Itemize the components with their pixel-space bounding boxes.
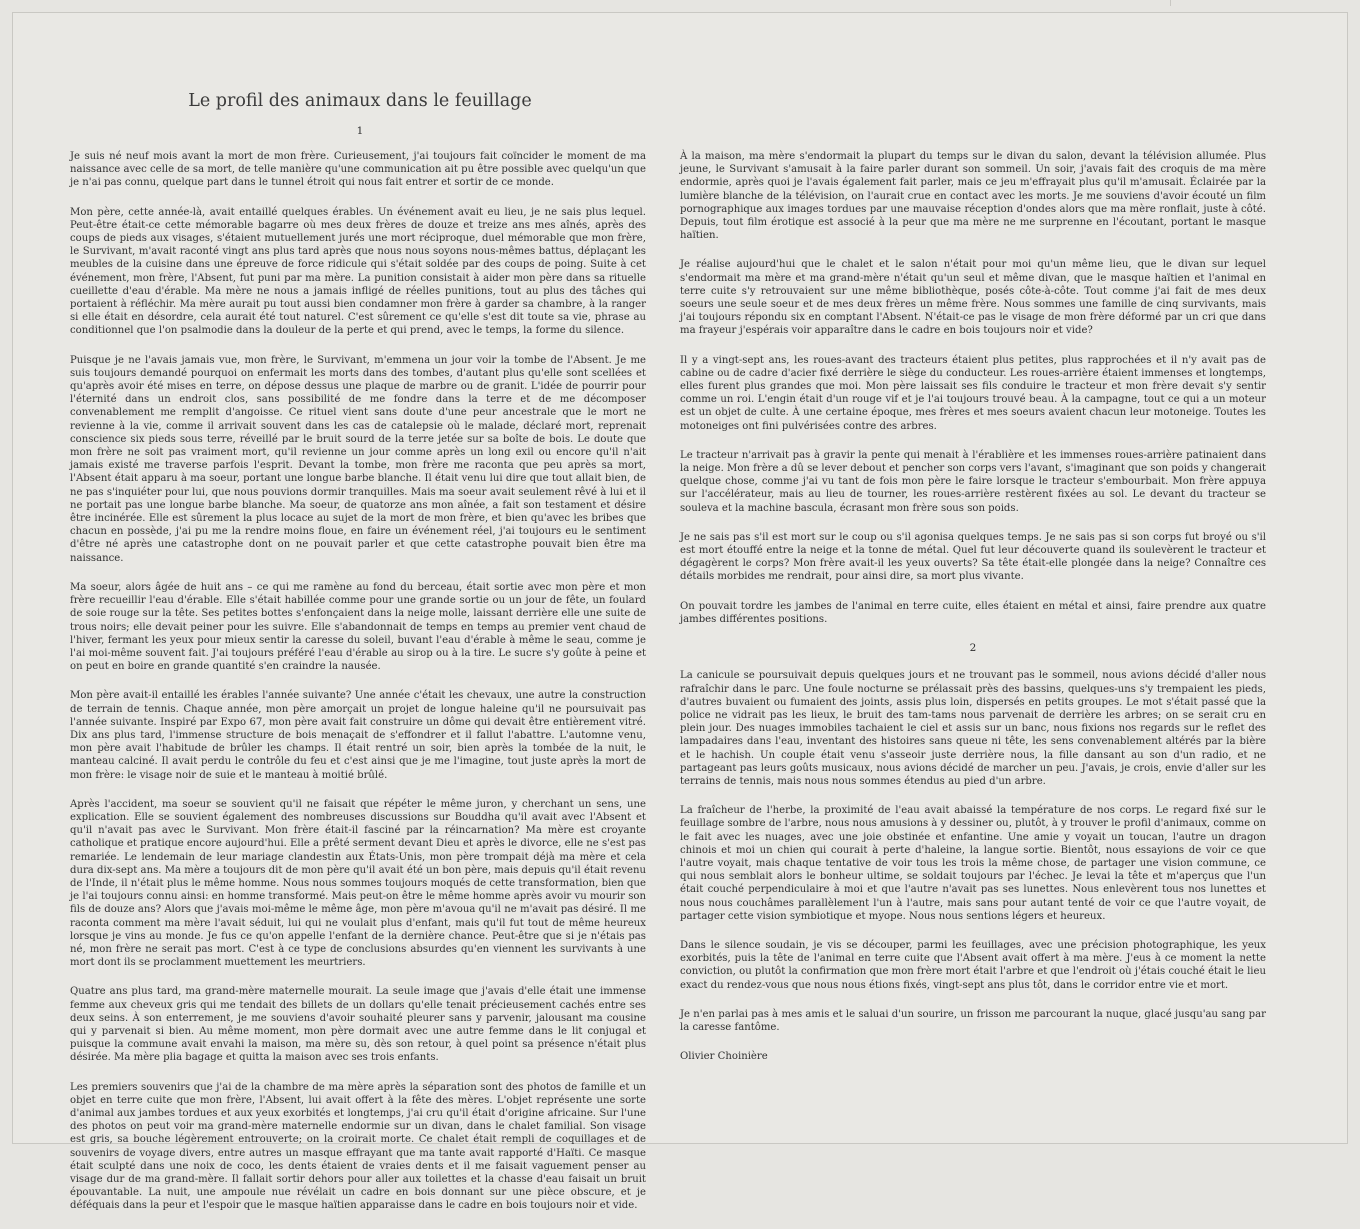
right-column bbox=[680, 150, 1266, 1079]
paragraph: Mon père avait-il entaillé les érables l'année suivante? Une année c'était les chevaux, une autre la construction de terrain de tennis. Chaque année, mon père amorçait un projet de longue haleine qu'il ne poursuivait pas l'année suivante. Inspiré par Expo 67, mon père avait fait construire un dôme qui devait être entièrement vitré. Dix ans plus tard, l'immense structure de bois menaçait de s'effondrer et il fallut l'abattre. L'automne venu, mon père avait l'habitude de brûler les champs. Il était rentré un soir, bien après la tombée de la nuit, le manteau calciné. Il avait perdu le contrôle du feu et c'est ainsi que je me l'imagine, tout juste après la mort de mon frère: le visage noir de suie et le manteau à moitié brûlé. bbox=[70, 690, 646, 781]
top-edge-mark bbox=[1170, 0, 1171, 6]
paragraph: Les premiers souvenirs que j'ai de la chambre de ma mère après la séparation sont des photos de famille et un objet en terre cuite que mon frère, l'Absent, lui avait offert à la fête des mères. L'objet représente une sorte d'animal aux jambes tordues et aux yeux exorbités et longtemps, j'ai cru qu'il était d'origine africaine. Sur l'une des photos on peut voir ma grand-mère maternelle endormie sur un divan, dans le chalet familial. Son visage est gris, sa bouche légèrement entrouverte; on la croirait morte. Ce chalet était rempli de coquillages et de souvenirs de voyage divers, entre autres un masque effrayant que ma tante avait rapporté d'Haïti. Ce masque était sculpté dans une noix de coco, les dents étaient de vraies dents et il me faisait vaguement penser au visage dur de ma grand-mère. Il fallait sortir dehors pour aller aux toilettes et la chasse d'eau faisait un bruit épouvantable. La nuit, une ampoule nue révélait un cadre en bois donnant sur une pièce obscure, et je déféquais dans la peur et l'espoir que le masque haïtien apparaisse dans le cadre en bois toujours noir et vide. bbox=[70, 1081, 646, 1212]
section-number-2: 2 bbox=[969, 642, 977, 655]
paragraph: La fraîcheur de l'herbe, la proximité de l'eau avait abaissé la température de nos corps. Le regard fixé sur le feuillage sombre de l'arbre, nous nous amusions à y dessiner ou, plutôt, à y trouver le profil d'animaux, comme on le fait avec les nuages, avec une joie obstinée et enfantine. Une amie y voyait un toucan, l'autre un dragon chinois et moi un chien qui courait à perte d'haleine, la langue sortie. Bientôt, nous essayions de voir ce que l'autre voyait, mais chaque tentative de voir tous les trois la même chose, de partager une vision commune, ce qui nous semblait alors le bonheur ultime, se soldait toujours par l'échec. Je levai la tête et m'aperçus que l'un était couché perpendiculaire à moi et que l'autre n'avait pas ses lunettes. Nous enlevèrent tous nos lunettes et nous nous couchâmes parallèlement l'un à l'autre, mais sans pour autant tenté de voir ce que l'autre voyait, de partager cette vision symbiotique et myope. Nous nous sentions légers et heureux. bbox=[680, 805, 1266, 922]
paragraph: Ma soeur, alors âgée de huit ans – ce qui me ramène au fond du berceau, était sortie avec mon père et mon frère recueillir l'eau d'érable. Elle s'était habillée comme pour une grande sortie ou un jour de fête, un foulard de soie rouge sur la tête. Ses petites bottes s'enfonçaient dans la neige molle, laissant derrière elle une suite de trous noirs; elle devait peiner pour les suivre. Elle s'abandonnait de temps en temps au premier vent chaud de l'hiver, fermant les yeux pour mieux sentir la caresse du soleil, buvant l'eau d'érable à même le seau, comme je l'ai moi-même souvent fait. J'ai toujours préféré l'eau d'érable au sirop ou à la tire. Le sucre s'y goûte à peine et on peut en boire en grande quantité s'en craindre la nausée. bbox=[70, 581, 646, 673]
document-title: Le profil des animaux dans le feuillage bbox=[188, 91, 532, 111]
paragraph: Puisque je ne l'avais jamais vue, mon frère, le Survivant, m'emmena un jour voir la tombe de l'Absent. Je me suis toujours demandé pourquoi on enfermait les morts dans des tombes, d'autant plus qu'elle sont scellées et qu'après avoir été mises en terre, on dépose dessus une plaque de marbre ou de granit. L'idée de pourrir pour l'éternité dans un endroit clos, sans possibilité de me fondre dans la terre et de me décomposer convenablement me remplit d'angoisse. Ce rituel vient sans doute d'une peur ancestrale que le mort ne revienne à la vie, comme il arrivait souvent dans les cas de catalepsie où le malade, déclaré mort, reprenait conscience six pieds sous terre, réveillé par le bruit sourd de la terre jetée sur sa boîte de bois. Le doute que mon frère ne soit pas vraiment mort, qu'il revienne un jour comme après un long exil ou encore qu'il n'ait jamais existé me traverse parfois l'esprit. Devant la tombe, mon frère me raconta que peu après sa mort, l'Absent était apparu à ma soeur, portant une longue barbe blanche. Il était venu lui dire que tout allait bien, de ne pas s'inquiéter pour lui, que nous pouvions dormir tranquilles. Mais ma soeur avait seulement rêvé à lui et il ne portait pas une longue barbe blanche. Ma soeur, de quatorze ans mon aînée, a fait son testament et désire être incinérée. Elle est sûrement la plus locace au sujet de la mort de mon frère, et bien qu'avec les bribes que chacun en possède, j'ai pu me la rendre moins floue, en faire un événement réel, j'ai toujours eu le sentiment d'être né après une catastrophe dont on ne pouvait parler et que cette catastrophe pouvait bien être ma naissance. bbox=[70, 354, 646, 564]
left-column bbox=[70, 150, 646, 1229]
paragraph: Je suis né neuf mois avant la mort de mon frère. Curieusement, j'ai toujours fait coïncider le moment de ma naissance avec celle de sa mort, de telle manière qu'une communication ait pu être possible avec quelqu'un que je n'ai pas connu, quelque part dans le tunnel étroit qui nous fait entrer et sortir de ce monde. bbox=[70, 151, 646, 189]
paragraph: Après l'accident, ma soeur se souvient qu'il ne faisait que répéter le même juron, y cherchant un sens, une explication. Elle se souvient également des nombreuses discussions sur Bouddha qu'il avait avec l'Absent et qu'il n'avait pas avec le Survivant. Mon frère était-il fasciné par la réincarnation? Ma mère est croyante catholique et pratique encore aujourd'hui. Elle a prêté serment devant Dieu et après le divorce, elle ne s'est pas remariée. Le lendemain de leur mariage clandestin aux États-Unis, mon père trompait déjà ma mère et cela dura dix-sept ans. Ma mère a toujours dit de mon père qu'il avait été un bon père, mais depuis qu'il était revenu de l'Inde, il n'était plus le même homme. Nous nous sommes toujours moqués de cette transformation, bien que je l'ai toujours connu ainsi: en homme transformé. Mais peut-on être le même homme après avoir vu mourir son fils de douze ans? Alors que j'avais moi-même le même âge, mon père m'avoua qu'il ne m'avait pas désiré. Il me raconta comment ma mère l'avait séduit, lui qui ne voulait plus d'enfant, mais qu'il fut tout de même heureux lorsque je vins au monde. Je fus ce qu'on appelle l'enfant de la dernière chance. Peut-être que si je n'étais pas né, mon frère ne serait pas mort. C'est à ce type de conclusions absurdes qu'en viennent les survivants à une mort dont ils se proclamment muettement les meurtriers. bbox=[70, 798, 646, 969]
paragraph: Quatre ans plus tard, ma grand-mère maternelle mourait. La seule image que j'avais d'elle était une immense femme aux cheveux gris qui me tendait des billets de un dollars qu'elle tenait précieusement cachés entre ses deux seins. À son enterrement, je me souviens d'avoir souhaité pleurer sans y parvenir, jalousant ma cousine qui y parvenait si bien. Au même moment, mon père dormait avec une autre femme dans le lit conjugal et puisque la commune avait envahi la maison, ma mère su, dès son retour, à quel point sa présence n'était plus désirée. Ma mère plia bagage et quitta la maison avec ses trois enfants. bbox=[70, 986, 646, 1064]
paragraph: Il y a vingt-sept ans, les roues-avant des tracteurs étaient plus petites, plus rapprochées et il n'y avait pas de cabine ou de cadre d'acier fixé derrière le siège du conducteur. Les roues-arrière étaient immenses et longtemps, elles furent plus grandes que moi. Mon père laissait ses fils conduire le tracteur et mon frère devait s'y sentir comme un roi. L'engin était d'un rouge vif et je l'ai toujours trouvé beau. À la campagne, tout ce qui a un moteur est un objet de culte. À une certaine époque, mes frères et mes soeurs avaient chacun leur motoneige. Toutes les motoneiges ont fini pulvérisées contre des arbres. bbox=[680, 354, 1266, 432]
paragraph: Mon père, cette année-là, avait entaillé quelques érables. Un événement avait eu lieu, je ne sais plus lequel. Peut-être était-ce cette mémorable bagarre où mes deux frères de douze et treize ans mes aînés, après des coups de pieds aux visages, s'étaient mutuellement jurés une mort réciproque, duel mémorable que mon frère, le Survivant, m'avait raconté vingt ans plus tard après que nous nous soyons nous-mêmes battus, déplaçant les meubles de la cuisine dans une épreuve de force ridicule qui s'était soldée par des coups de poing. Suite à cet événement, mon frère, l'Absent, fut puni par ma mère. La punition consistait à aider mon père dans sa rituelle cueillette d'eau d'érable. Ma mère ne nous a jamais infligé de réelles punitions, tout au plus des tâches qui portaient à réfléchir. Ma mère aurait pu tout aussi bien condamner mon frère à garder sa chambre, à la ranger si elle était en désordre, cela aurait été tout naturel. C'est sûrement ce qu'elle s'est dit toute sa vie, phrase au conditionnel que l'on psalmodie dans la douleur de la perte et qui prend, avec le temps, la forme du silence. bbox=[70, 206, 646, 337]
paragraph: Je n'en parlai pas à mes amis et le saluai d'un sourire, un frisson me parcourant la nuque, glacé jusqu'au sang par la caresse fantôme. bbox=[680, 1008, 1266, 1033]
paragraph: Le tracteur n'arrivait pas à gravir la pente qui menait à l'érablière et les immenses roues-arrière patinaient dans la neige. Mon frère a dû se lever debout et pencher son corps vers l'avant, s'imaginant que son poids y changerait quelque chose, comme j'ai vu tant de fois mon père le faire lorsque le tracteur s'embourbait. Mon frère appuya sur l'accélérateur, mais au lieu de tourner, les roues-arrière restèrent fixées au sol. Le devant du tracteur se souleva et la machine bascula, écrasant mon frère sous son poids. bbox=[680, 449, 1267, 514]
paragraph: À la maison, ma mère s'endormait la plupart du temps sur le divan du salon, devant la télévision allumée. Plus jeune, le Survivant s'amusait à la faire parler durant son sommeil. Un soir, j'avais fait des croquis de ma mère endormie, après quoi je l'avais également fait parler, mais ce jeu m'effrayait plus qu'il m'amusait. Éclairée par la lumière blanche de la télévision, on l'aurait crue en contact avec les morts. Je me souviens d'avoir écouté un film pornographique aux images tordues par une mauvaise réception d'ondes alors que ma mère ronflait, juste à côté. Depuis, tout film érotique est associé à la peur que ma mère ne me surprenne en l'écoutant, portant le masque haïtien. bbox=[680, 151, 1266, 242]
author-signature: Olivier Choinière bbox=[680, 1051, 768, 1063]
paragraph: Je réalise aujourd'hui que le chalet et le salon n'était pour moi qu'un même lieu, que le divan sur lequel s'endormait ma mère et ma grand-mère n'était qu'un seul et même divan, que le masque haïtien et l'animal en terre cuite s'y retrouvaient sur une même bibliothèque, posés côte-à-côte. Tout comme j'ai fait de mes deux soeurs une seule soeur et de mes deux frères un même frère. Nous sommes une famille de cinq survivants, mais j'ai toujours répondu six en comptant l'Absent. N'était-ce pas le visage de mon frère déformé par un cri que dans ma frayeur j'espérais voir apparaître dans le cadre en bois toujours noir et vide? bbox=[680, 259, 1266, 337]
paragraph: Je ne sais pas s'il est mort sur le coup ou s'il agonisa quelques temps. Je ne sais pas si son corps fut broyé ou s'il est mort étouffé entre la neige et la tonne de métal. Quel fut leur découverte quand ils soulevèrent le tracteur et dégagèrent le corps? Mon frère avait-il les yeux ouverts? Sa tête était-elle plongée dans la neige? Connaître ces détails morbides me rendrait, pour ainsi dire, sa mort plus vivante. bbox=[680, 531, 1266, 583]
paragraph: On pouvait tordre les jambes de l'animal en terre cuite, elles étaient en métal et ainsi, faire prendre aux quatre jambes différentes positions. bbox=[680, 600, 1266, 625]
section-number-1: 1 bbox=[356, 125, 364, 137]
paragraph: Dans le silence soudain, je vis se découper, parmi les feuillages, avec une précision photographique, les yeux exorbités, puis la tête de l'animal en terre cuite que l'Absent avait offert à ma mère. J'eus à ce moment la nette conviction, ou plutôt la confirmation que mon frère mort était l'arbre et que l'endroit où j'étais couché était le lieu exact du rendez-vous que nous nous étions fixés, vingt-sept ans plus tôt, dans le corridor entre vie et mort. bbox=[680, 939, 1266, 991]
paragraph: La canicule se poursuivait depuis quelques jours et ne trouvant pas le sommeil, nous avions décidé d'aller nous rafraîchir dans le parc. Une foule nocturne se prélassait près des bassins, quelques-uns s'y trempaient les pieds, d'autres buvaient ou fumaient des joints, assis plus loin, dispersés en petits groupes. Le mot s'était passé que la police ne vidrait pas les lieux, le bruit des tam-tams nous parvenait de derrière les arbres; on se serait cru en plein jour. Des nuages immobiles tachaient le ciel et assis sur un banc, nous fixions nos regards sur le reflet des lampadaires dans l'eau, inventant des histoires sans queue ni tête, les sens convenablement altérés par la bière et le hachish. Un couple était venu s'asseoir juste derrière nous, la fille dansant au son d'un radio, et ne partageant pas leurs goûts musicaux, nous avions décidé de marcher un peu. J'avais, je crois, envie d'aller sur les terrains de tennis, mais nous nous sommes étendus au pied d'un arbre. bbox=[680, 670, 1266, 787]
